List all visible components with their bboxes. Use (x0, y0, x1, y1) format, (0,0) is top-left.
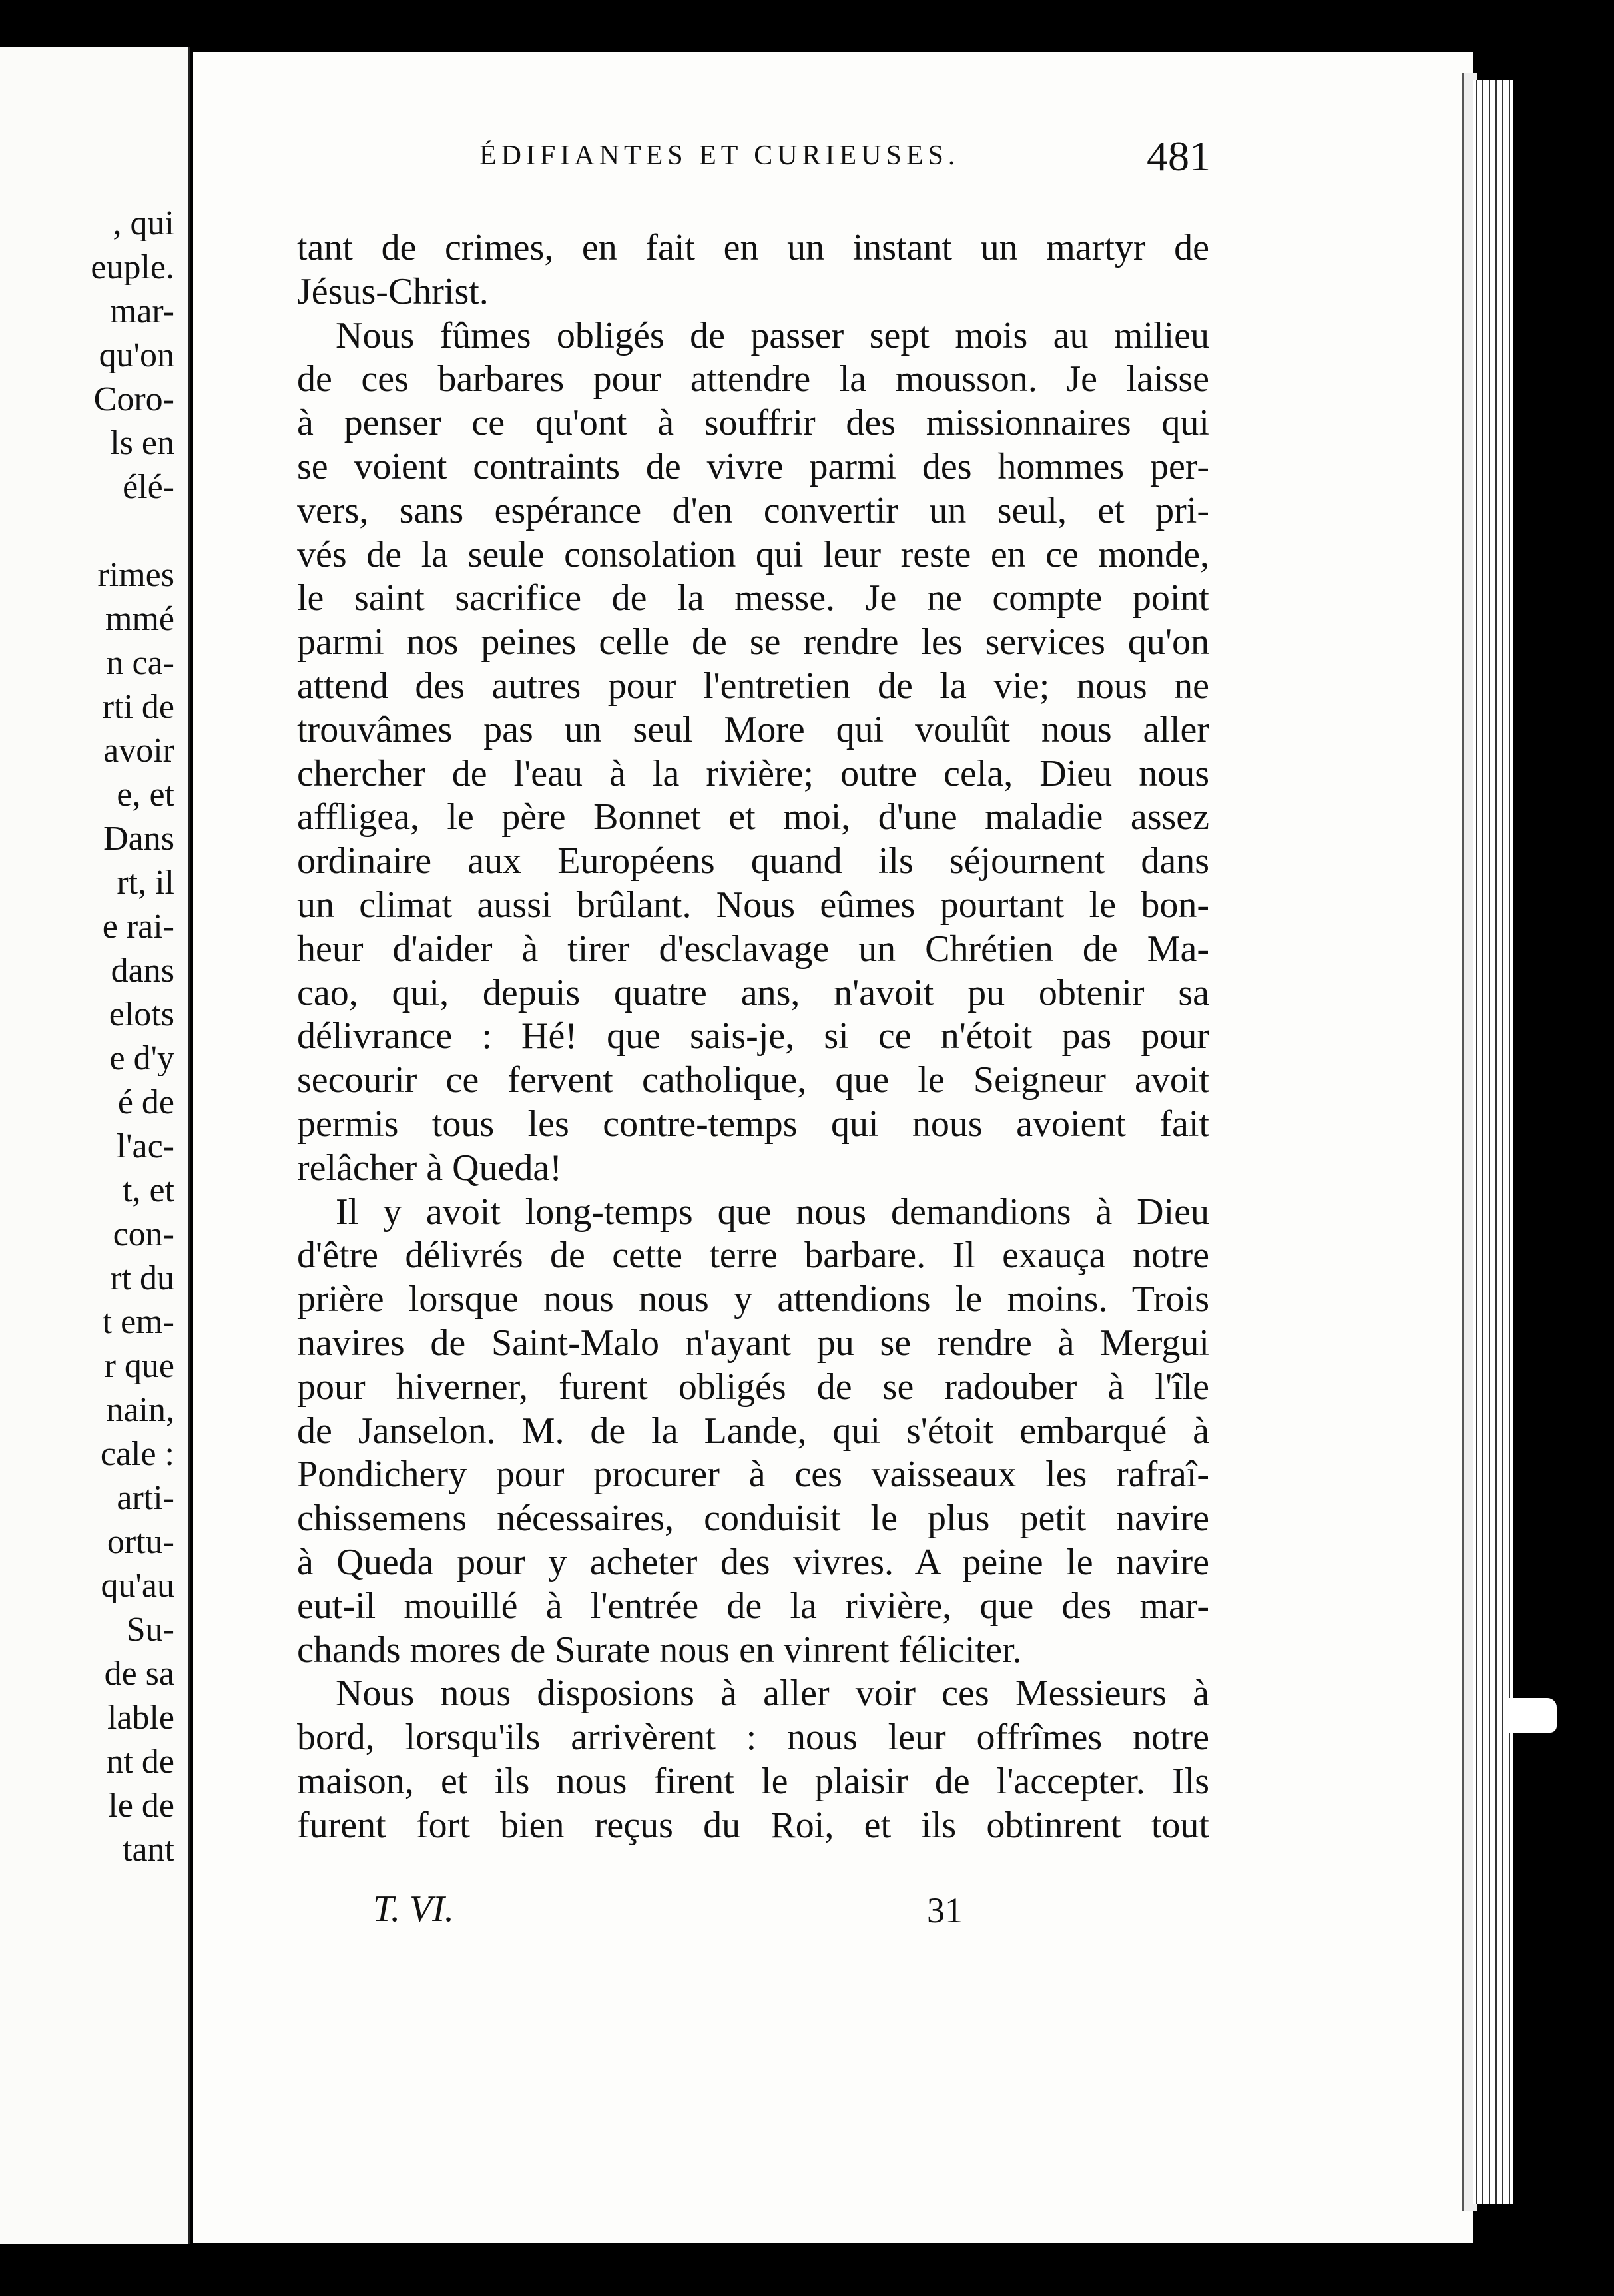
previous-page-line: rt, il (117, 866, 174, 900)
previous-page-line: e d'y (109, 1041, 174, 1076)
previous-page-line: ls en (110, 426, 174, 461)
previous-page-line: qu'on (99, 338, 174, 373)
previous-page-line: mar- (109, 294, 174, 329)
previous-page-line: t, et (123, 1173, 174, 1208)
previous-page-line: n ca- (106, 646, 174, 681)
text-line: d'être délivrés de cette terre barbare. Il exauça notre (297, 1235, 1209, 1277)
previous-page-line: nt de (106, 1745, 174, 1779)
text-line: ordinaire aux Européens quand ils séjournent dans (297, 840, 1209, 882)
previous-page-line: r que (104, 1349, 174, 1384)
previous-page-line: tant (123, 1833, 174, 1867)
text-line: vés de la seule consolation qui leur reste en ce monde, (297, 533, 1209, 575)
text-line: Pondichery pour procurer à ces vaisseaux les rafraî- (297, 1454, 1209, 1496)
text-line: un climat aussi brûlant. Nous eûmes pourtant le bon- (297, 884, 1209, 926)
text-line: navires de Saint-Malo n'ayant pu se rendre à Mergui (297, 1322, 1209, 1364)
text-line: permis tous les contre-temps qui nous avoient fait (297, 1103, 1209, 1145)
text-line: attend des autres pour l'entretien de la vie; nous ne (297, 665, 1209, 707)
previous-page-fragment (0, 47, 190, 2244)
text-line: chercher de l'eau à la rivière; outre cela, Dieu nous (297, 752, 1209, 794)
text-line: Nous nous disposions à aller voir ces Messieurs à (336, 1673, 1209, 1715)
previous-page-line: rt du (110, 1261, 174, 1296)
previous-page-line: ortu- (107, 1525, 174, 1560)
previous-page-line: euple. (91, 250, 174, 285)
previous-page-line: nain, (106, 1393, 174, 1428)
text-line: maison, et ils nous firent le plaisir de l'accepter. Ils (297, 1760, 1209, 1802)
text-line: cao, qui, depuis quatre ans, n'avoit pu obtenir sa (297, 972, 1209, 1013)
signature-mark: 31 (927, 1890, 963, 1930)
text-line: se voient contraints de vivre parmi des hommes per- (297, 445, 1209, 487)
previous-page-line: de sa (104, 1657, 174, 1691)
previous-page-line: élé- (123, 470, 174, 505)
previous-page-line: Su- (126, 1613, 174, 1647)
text-line: heur d'aider à tirer d'esclavage un Chrétien de Ma- (297, 928, 1209, 970)
previous-page-line: qu'au (101, 1569, 174, 1603)
text-line: affligea, le père Bonnet et moi, d'une maladie assez (297, 796, 1209, 838)
text-line: secourir ce fervent catholique, que le Seigneur avoit (297, 1059, 1209, 1101)
text-line: pour hiverner, furent obligés de se radouber à l'île (297, 1366, 1209, 1408)
previous-page-line: Dans (103, 822, 174, 856)
running-head: ÉDIFIANTES ET CURIEUSES. (479, 141, 960, 171)
volume-mark: T. VI. (373, 1888, 454, 1930)
previous-page-line: cale : (100, 1437, 174, 1472)
previous-page-line: rti de (102, 690, 174, 724)
text-line: Il y avoit long-temps que nous demandions à Dieu (336, 1191, 1209, 1233)
previous-page-line: con- (113, 1217, 174, 1252)
text-line: délivrance : Hé! que sais-je, si ce n'étoit pas pour (297, 1015, 1209, 1057)
text-line: relâcher à Queda! (297, 1147, 562, 1189)
previous-page-line: t em- (102, 1305, 174, 1340)
page-edges (1473, 80, 1513, 2204)
text-line: chissemens nécessaires, conduisit le plus petit navire (297, 1498, 1209, 1540)
body-text (297, 226, 1209, 1847)
previous-page-line: l'ac- (116, 1129, 174, 1164)
text-line: Nous fûmes obligés de passer sept mois au milieu (336, 314, 1209, 356)
text-line: Jésus-Christ. (297, 270, 489, 312)
previous-page-line: e, et (117, 778, 174, 812)
text-line: vers, sans espérance d'en convertir un seul, et pri- (297, 489, 1209, 531)
previous-page-line: , qui (113, 206, 174, 241)
page-tab-mark (1503, 1698, 1557, 1733)
text-line: parmi nos peines celle de se rendre les services qu'on (297, 621, 1209, 663)
previous-page-line: mmé (105, 602, 174, 637)
previous-page-line: elots (109, 998, 174, 1032)
previous-page-text (0, 47, 188, 2244)
text-line: de ces barbares pour attendre la mousson. Je laisse (297, 358, 1209, 400)
previous-page-line: avoir (103, 734, 174, 768)
text-line: eut-il mouillé à l'entrée de la rivière, que des mar- (297, 1585, 1209, 1627)
text-line: le saint sacrifice de la messe. Je ne compte point (297, 577, 1209, 619)
previous-page-line: arti- (117, 1481, 174, 1516)
text-line: prière lorsque nous nous y attendions le moins. Trois (297, 1279, 1209, 1320)
text-line: chands mores de Surate nous en vinrent féliciter. (297, 1629, 1022, 1671)
text-line: à Queda pour y acheter des vivres. A peine le navire (297, 1541, 1209, 1583)
previous-page-line: lable (107, 1701, 174, 1735)
previous-page-line: le de (108, 1789, 174, 1823)
text-line: tant de crimes, en fait en un instant un martyr de (297, 227, 1209, 268)
previous-page-line: Coro- (93, 382, 174, 417)
page-number: 481 (1147, 133, 1210, 180)
previous-page-line: rimes (97, 558, 174, 593)
previous-page-line: e rai- (102, 910, 174, 944)
text-line: furent fort bien reçus du Roi, et ils obtinrent tout (297, 1804, 1209, 1846)
text-line: à penser ce qu'ont à souffrir des missionnaires qui (297, 402, 1209, 444)
text-line: bord, lorsqu'ils arrivèrent : nous leur offrîmes notre (297, 1717, 1209, 1759)
text-line: trouvâmes pas un seul More qui voulût nous aller (297, 709, 1209, 750)
previous-page-line: dans (111, 954, 174, 988)
previous-page-line: é de (117, 1085, 174, 1120)
text-line: de Janselon. M. de la Lande, qui s'étoit embarqué à (297, 1410, 1209, 1452)
